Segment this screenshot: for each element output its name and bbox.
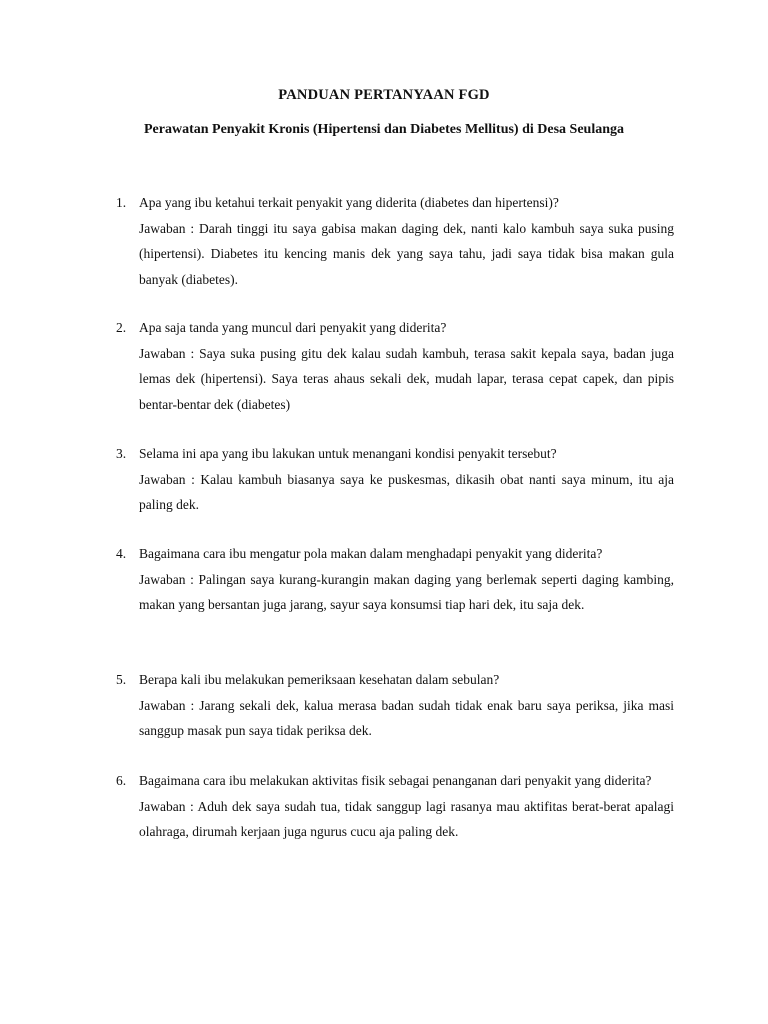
qa-content bbox=[139, 541, 674, 618]
qa-content bbox=[139, 768, 674, 845]
document-subtitle: Perawatan Penyakit Kronis (Hipertensi dan Diabetes Mellitus) di Desa Seulanga bbox=[143, 122, 625, 137]
item-number: 6. bbox=[116, 773, 127, 788]
item-number: 2. bbox=[116, 320, 127, 335]
question-text: Apa saja tanda yang muncul dari penyakit yang diderita? bbox=[139, 320, 447, 335]
document-title: PANDUAN PERTANYAAN FGD bbox=[278, 87, 490, 103]
item-number: 5. bbox=[116, 672, 127, 687]
question-text: Bagaimana cara ibu melakukan aktivitas fisik sebagai penanganan dari penyakit yang diderita? bbox=[139, 773, 652, 788]
answer-text: Jawaban : Darah tinggi itu saya gabisa makan daging dek, nanti kalo kambuh saya suka pusing (hipertensi). Diabetes itu kencing manis dek yang saya tahu, jadi saya tidak bisa makan gula banyak (diabetes). bbox=[139, 220, 674, 287]
answer-text: Jawaban : Palingan saya kurang-kurangin makan daging yang berlemak seperti daging kambing, makan yang bersantan juga jarang, sayur saya konsumsi tiap hari dek, itu saja dek. bbox=[139, 571, 674, 612]
qa-content bbox=[139, 190, 674, 292]
answer-text: Jawaban : Aduh dek saya sudah tua, tidak sanggup lagi rasanya mau aktifitas berat-berat apalagi olahraga, dirumah kerjaan juga ngurus cucu aja paling dek. bbox=[139, 798, 674, 839]
question-text: Selama ini apa yang ibu lakukan untuk menangani kondisi penyakit tersebut? bbox=[139, 446, 557, 461]
item-number: 3. bbox=[116, 446, 127, 461]
item-number: 1. bbox=[116, 195, 127, 210]
question-text: Berapa kali ibu melakukan pemeriksaan kesehatan dalam sebulan? bbox=[139, 672, 500, 687]
answer-text: Jawaban : Jarang sekali dek, kalua merasa badan sudah tidak enak baru saya periksa, jika masi sanggup masak pun saya tidak periksa dek. bbox=[139, 697, 674, 738]
answer-text: Jawaban : Saya suka pusing gitu dek kalau sudah kambuh, terasa sakit kepala saya, badan juga lemas dek (hipertensi). Saya teras ahaus sekali dek, mudah lapar, terasa cepat capek, dan pipis bentar-bentar dek (diabetes) bbox=[139, 345, 674, 412]
qa-content bbox=[139, 667, 674, 744]
item-number: 4. bbox=[116, 546, 127, 561]
qa-content bbox=[139, 441, 674, 518]
answer-text: Jawaban : Kalau kambuh biasanya saya ke puskesmas, dikasih obat nanti saya minum, itu aja paling dek. bbox=[139, 471, 674, 512]
question-text: Apa yang ibu ketahui terkait penyakit yang diderita (diabetes dan hipertensi)? bbox=[139, 195, 559, 210]
question-text: Bagaimana cara ibu mengatur pola makan dalam menghadapi penyakit yang diderita? bbox=[139, 546, 603, 561]
qa-content bbox=[139, 315, 674, 417]
